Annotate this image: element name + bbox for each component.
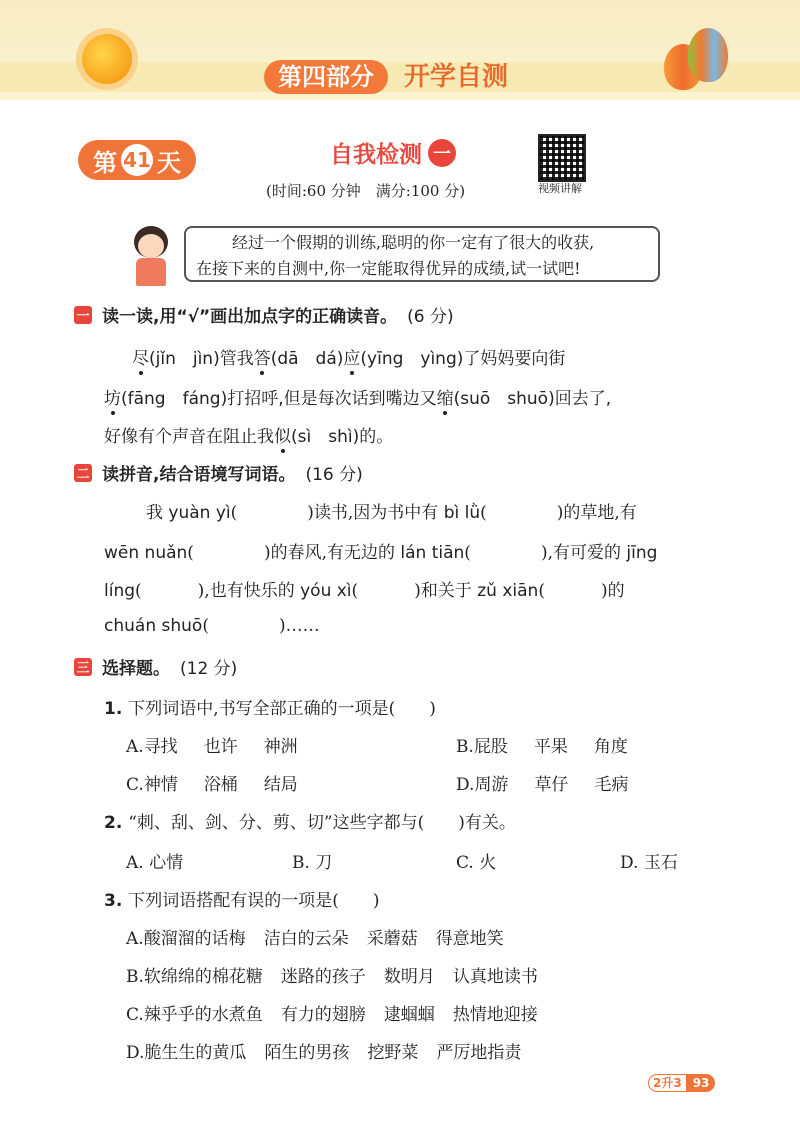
section-label: 第四部分 (264, 60, 388, 94)
option-phrase: 有力的翅膀 (280, 1005, 366, 1025)
sub-number: 3. (104, 891, 123, 911)
header-banner (0, 0, 800, 100)
option-d[interactable] (126, 1038, 521, 1063)
option-phrase: 认真地读书 (452, 967, 538, 987)
q2-line (146, 498, 637, 523)
sentence-text: )读书,因为书中有 (307, 503, 444, 523)
q3-number: 三 (74, 658, 92, 676)
option-phrase: 严厉地指责 (436, 1043, 522, 1063)
q1-title: 读一读,用“√”画出加点字的正确读音。 (102, 307, 398, 327)
q3-heading (74, 654, 237, 679)
option-b[interactable] (456, 732, 628, 757)
pinyin-options[interactable]: (sì shì)的。 (291, 427, 394, 447)
q2-number: 二 (74, 464, 92, 482)
option-phrase: 迷路的孩子 (280, 967, 366, 987)
option-phrase: 热情地迎接 (452, 1005, 538, 1025)
option-word: 结局 (263, 775, 298, 795)
option-b[interactable]: B. 刀 (292, 853, 333, 873)
dotted-char: 似 (274, 427, 291, 447)
option-letter: A. (126, 737, 144, 757)
pinyin-options[interactable]: (suō shuō)回去了, (453, 389, 612, 409)
day-prefix: 第 (93, 148, 117, 177)
option-a[interactable]: A. 心情 (126, 853, 184, 873)
qr-label: 视频讲解 (538, 182, 582, 195)
option-word: 神情 (143, 775, 178, 795)
sun-icon (82, 34, 132, 84)
paren: ( (480, 503, 487, 523)
q2-line (104, 538, 657, 563)
pinyin-options[interactable]: (yīng yìng)了妈妈要向街 (360, 349, 566, 369)
option-letter: A. (126, 929, 144, 949)
sentence-text: 好像有个声音在阻止我 (104, 427, 274, 447)
page-number: 93 (687, 1074, 716, 1092)
sentence-text: )…… (278, 616, 320, 636)
sub-text: “刺、刮、剑、分、剪、切”这些字都与( )有关。 (128, 813, 516, 833)
option-letter: D. (456, 775, 475, 795)
q2-line (104, 616, 320, 636)
paren: ( (187, 543, 194, 563)
option-d[interactable] (456, 770, 628, 795)
option-word: 寻找 (143, 737, 178, 757)
paren: ( (538, 581, 545, 601)
q1-number: 一 (74, 306, 92, 324)
option-word: 也许 (203, 737, 238, 757)
pinyin: chuán shuō (104, 616, 203, 636)
option-phrase: 数明月 (383, 967, 435, 987)
day-number: 41 (121, 144, 153, 176)
dotted-char: 尽 (132, 349, 149, 369)
paren: ( (135, 581, 142, 601)
pinyin-options[interactable]: (jǐn jìn)管我 (149, 349, 254, 369)
intro-bubble (184, 226, 660, 282)
sub-number: 1. (104, 699, 123, 719)
option-letter: C. (126, 1005, 144, 1025)
q2-heading (74, 460, 363, 485)
sentence-text: )的春风,有无边的 (263, 543, 401, 563)
dotted-char: 应 (343, 349, 361, 369)
q1-line (104, 384, 611, 409)
girl-illustration (126, 226, 180, 286)
pinyin: zǔ xiān (477, 581, 539, 601)
option-word: 浴桶 (203, 775, 238, 795)
q1-points: (6 分) (407, 307, 454, 327)
pinyin: bì lǜ (443, 503, 481, 523)
section-name: 开学自测 (404, 62, 509, 92)
intro-line: 在接下来的自测中,你一定能取得优异的成绩,试一试吧! (196, 259, 581, 278)
paren: ( (351, 581, 359, 601)
option-phrase: 采蘑菇 (366, 929, 418, 949)
pinyin-options[interactable]: (fāng fáng)打招呼,但是每次话到嘴边又 (121, 389, 437, 409)
dotted-char: 答 (253, 349, 271, 369)
option-d[interactable]: D. 玉石 (620, 853, 678, 873)
q1-line (132, 344, 565, 369)
option-phrase: 脆生生的黄瓜 (144, 1043, 247, 1063)
sub-text: 下列词语搭配有误的一项是( ) (128, 891, 380, 911)
sentence-text: )和关于 (414, 581, 478, 601)
option-word: 周游 (474, 775, 509, 795)
pinyin: jīng (626, 543, 658, 563)
paren: ( (230, 503, 238, 523)
option-b[interactable] (126, 962, 538, 987)
q2-title: 读拼音,结合语境写词语。 (102, 465, 296, 485)
test-number: 一 (428, 139, 456, 167)
option-phrase: 陌生的男孩 (264, 1043, 350, 1063)
girl-dress (136, 258, 166, 286)
balloon-icon (688, 28, 728, 82)
qr-code-icon[interactable] (538, 134, 586, 182)
sentence-text: )的 (600, 581, 625, 601)
option-word: 角度 (593, 737, 628, 757)
option-c[interactable] (126, 1000, 538, 1025)
test-title-text: 自我检测 (330, 142, 422, 168)
day-badge (78, 140, 196, 180)
option-letter: B. (456, 737, 474, 757)
paren: ( (202, 616, 209, 636)
option-a[interactable] (126, 732, 298, 757)
option-word: 草仔 (534, 775, 569, 795)
q2-line (104, 576, 625, 601)
option-phrase: 软绵绵的棉花糖 (143, 967, 263, 987)
option-c[interactable] (126, 770, 298, 795)
sentence-text: ),有可爱的 (540, 543, 627, 563)
q1-heading (74, 302, 454, 327)
sub-text: 下列词语中,书写全部正确的一项是( ) (128, 699, 436, 719)
pinyin-options[interactable]: (dā dá) (270, 349, 344, 369)
option-a[interactable] (126, 924, 504, 949)
dotted-char: 坊 (104, 389, 121, 409)
option-phrase: 辣乎乎的水煮鱼 (143, 1005, 263, 1025)
sub-number: 2. (104, 813, 123, 833)
subquestion-1 (104, 694, 436, 719)
dotted-char: 缩 (436, 389, 454, 409)
subquestion-3 (104, 886, 379, 911)
time-info: (时间:60 分钟 满分:100 分) (266, 182, 466, 200)
pinyin: wēn nuǎn (104, 543, 188, 563)
option-c[interactable]: C. 火 (456, 853, 497, 873)
option-phrase: 得意地笑 (435, 929, 504, 949)
option-letter: B. (126, 967, 144, 987)
intro-line: 经过一个假期的训练,聪明的你一定有了很大的收获, (232, 233, 595, 252)
page-tag (648, 1074, 715, 1092)
grade-label: 2升3 (648, 1074, 687, 1092)
option-word: 毛病 (594, 775, 629, 795)
q1-line (104, 422, 393, 447)
sentence-text: 我 (146, 503, 169, 523)
sentence-text: )的草地,有 (556, 503, 637, 523)
subquestion-2 (104, 808, 516, 833)
day-suffix: 天 (157, 148, 181, 177)
pinyin: líng (104, 581, 136, 601)
option-word: 平果 (533, 737, 568, 757)
test-title (330, 136, 456, 169)
pinyin: lán tiān (400, 543, 465, 563)
option-word: 神洲 (263, 737, 298, 757)
option-phrase: 洁白的云朵 (263, 929, 349, 949)
q3-points: (12 分) (180, 659, 238, 679)
option-word: 屁股 (473, 737, 508, 757)
option-letter: C. (126, 775, 144, 795)
option-phrase: 挖野菜 (367, 1043, 419, 1063)
q3-title: 选择题。 (102, 659, 170, 679)
paren: ( (464, 543, 471, 563)
girl-face (138, 234, 164, 258)
pinyin: yóu xì (300, 581, 352, 601)
sentence-text: ),也有快乐的 (197, 581, 301, 601)
option-phrase: 逮蝈蝈 (383, 1005, 435, 1025)
pinyin: yuàn yì (168, 503, 231, 523)
q2-points: (16 分) (305, 465, 363, 485)
option-phrase: 酸溜溜的话梅 (143, 929, 246, 949)
option-letter: D. (126, 1043, 145, 1063)
